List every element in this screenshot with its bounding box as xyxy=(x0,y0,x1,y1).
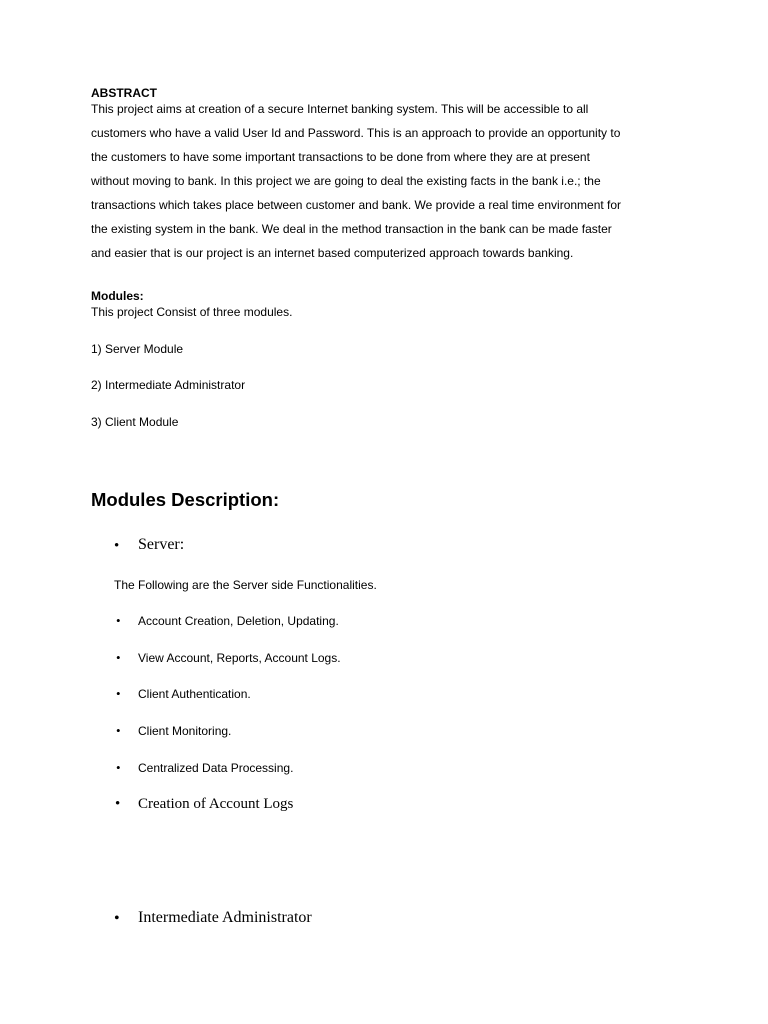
bullet-dot-icon: • xyxy=(116,686,121,701)
bullet-dot-icon: • xyxy=(116,723,121,738)
bullet-dot-icon: • xyxy=(116,760,121,775)
bullet-dot-icon: • xyxy=(114,538,120,554)
server-intro: The Following are the Server side Functionalities. xyxy=(114,578,377,592)
server-function-item: Centralized Data Processing. xyxy=(138,761,294,775)
server-function-item: Client Authentication. xyxy=(138,687,251,701)
modules-intro: This project Consist of three modules. xyxy=(91,305,293,319)
server-extra-item: Creation of Account Logs xyxy=(138,796,294,812)
intermediate-title: Intermediate Administrator xyxy=(138,909,312,926)
abstract-line: without moving to bank. In this project we are going to deal the existing facts in the bank i.e.; the xyxy=(91,174,601,188)
abstract-line: customers who have a valid User Id and Password. This is an approach to provide an opportunity to xyxy=(91,126,621,140)
server-function-item: View Account, Reports, Account Logs. xyxy=(138,651,341,665)
bullet-dot-icon: • xyxy=(116,650,121,665)
abstract-line: transactions which takes place between customer and bank. We provide a real time environment for xyxy=(91,198,622,212)
abstract-line: This project aims at creation of a secure Internet banking system. This will be accessible to all xyxy=(91,102,589,116)
module-list-item: 2) Intermediate Administrator xyxy=(91,378,246,392)
abstract-line: and easier that is our project is an internet based computerized approach towards banking. xyxy=(91,246,574,260)
server-title: Server: xyxy=(138,536,185,553)
modules-heading: Modules: xyxy=(91,289,144,303)
abstract-line: the existing system in the bank. We deal in the method transaction in the bank can be made faster xyxy=(91,222,612,236)
abstract-line: the customers to have some important transactions to be done from where they are at present xyxy=(91,150,590,164)
bullet-dot-icon: • xyxy=(114,910,120,927)
module-list-item: 3) Client Module xyxy=(91,415,179,429)
description-heading: Modules Description: xyxy=(91,489,280,510)
module-list-item: 1) Server Module xyxy=(91,342,184,356)
bullet-dot-icon: • xyxy=(116,613,121,628)
abstract-heading: ABSTRACT xyxy=(91,86,157,100)
bullet-dot-icon: • xyxy=(115,796,121,812)
server-function-item: Client Monitoring. xyxy=(138,724,232,738)
server-function-item: Account Creation, Deletion, Updating. xyxy=(138,614,339,628)
